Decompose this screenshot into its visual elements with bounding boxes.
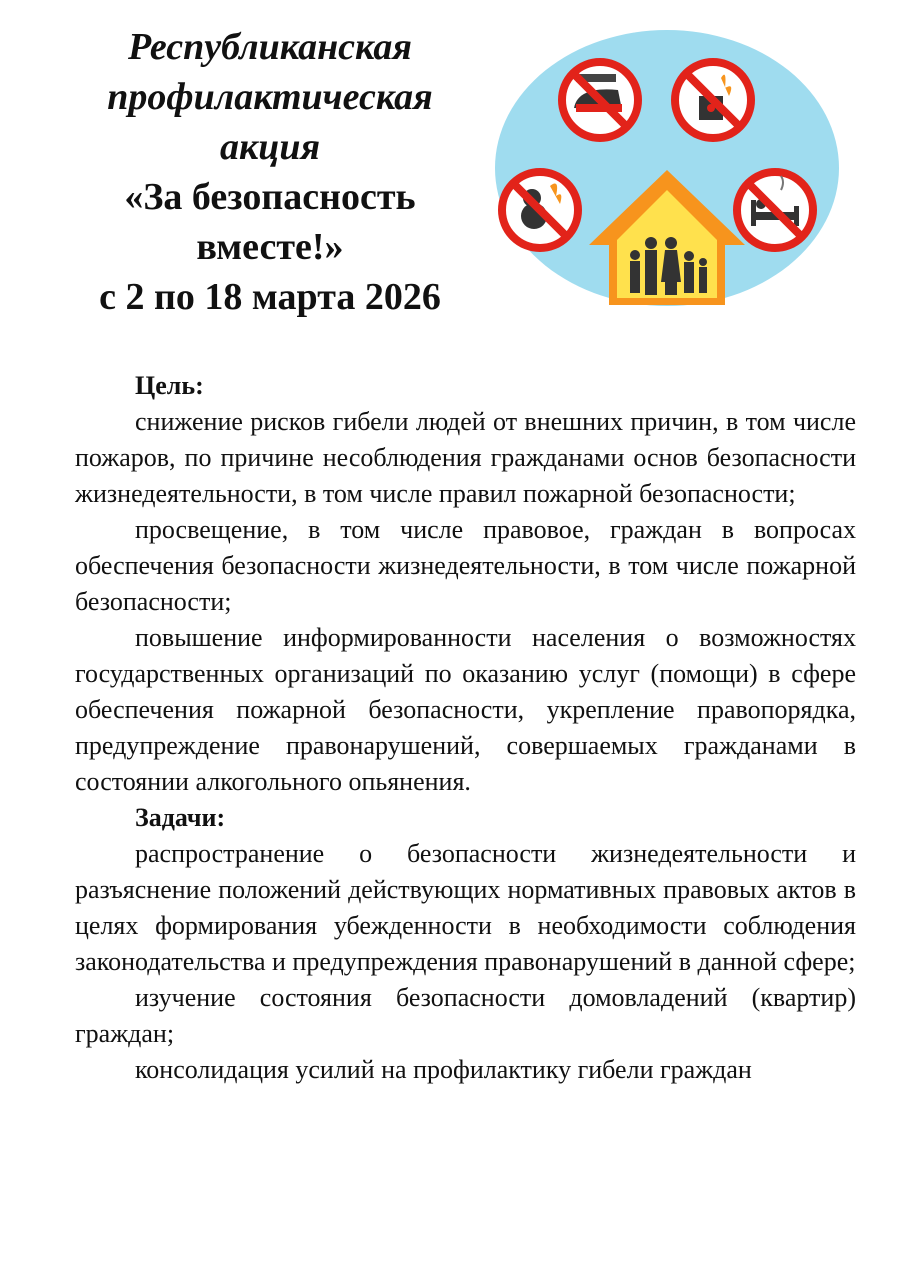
goal-item: просвещение, в том числе правовое, граждан в вопросах обеспечения безопасности жизнедеятельности, в том числе пожарной безопасности; [75, 515, 856, 616]
no-fire-stove-icon [675, 62, 751, 138]
title-line: акция [219, 126, 321, 168]
title-line: «За безопасность [124, 176, 416, 218]
title-line: Республиканская [128, 26, 412, 68]
no-smoking-in-bed-icon [737, 172, 813, 248]
goal-heading: Цель: [135, 371, 204, 400]
task-item: распространение о безопасности жизнедеятельности и разъяснение положений действующих нормативных правовых актов в целях формирования убежденности в необходимости соблюдения законодательства и предупреждения правонарушений в данной сфере; [75, 839, 856, 976]
no-iron-icon [562, 62, 638, 138]
title-line: профилактическая [107, 76, 433, 118]
poster-title [60, 22, 480, 322]
safety-emblem [495, 30, 840, 310]
tasks-heading: Задачи: [135, 803, 226, 832]
task-item: изучение состояния безопасности домовладений (квартир) граждан; [75, 983, 856, 1048]
goal-item: снижение рисков гибели людей от внешних причин, в том числе пожаров, по причине несоблюдения гражданами основ безопасности жизнедеятельности, в том числе правил пожарной безопасности; [75, 407, 856, 508]
goal-item: повышение информированности населения о возможностях государственных организаций по оказанию услуг (помощи) в сфере обеспечения пожарной безопасности, укрепление правопорядка, предупреждение правонарушений, совершаемых гражданами в состоянии алкогольного опьянения. [75, 623, 856, 796]
title-line: вместе!» [196, 226, 344, 268]
task-item: консолидация усилий на профилактику гибели граждан [135, 1055, 752, 1084]
campaign-dates: с 2 по 18 марта 2026 [99, 276, 441, 318]
no-playing-with-fire-icon [502, 172, 578, 248]
poster-body [75, 368, 856, 1088]
